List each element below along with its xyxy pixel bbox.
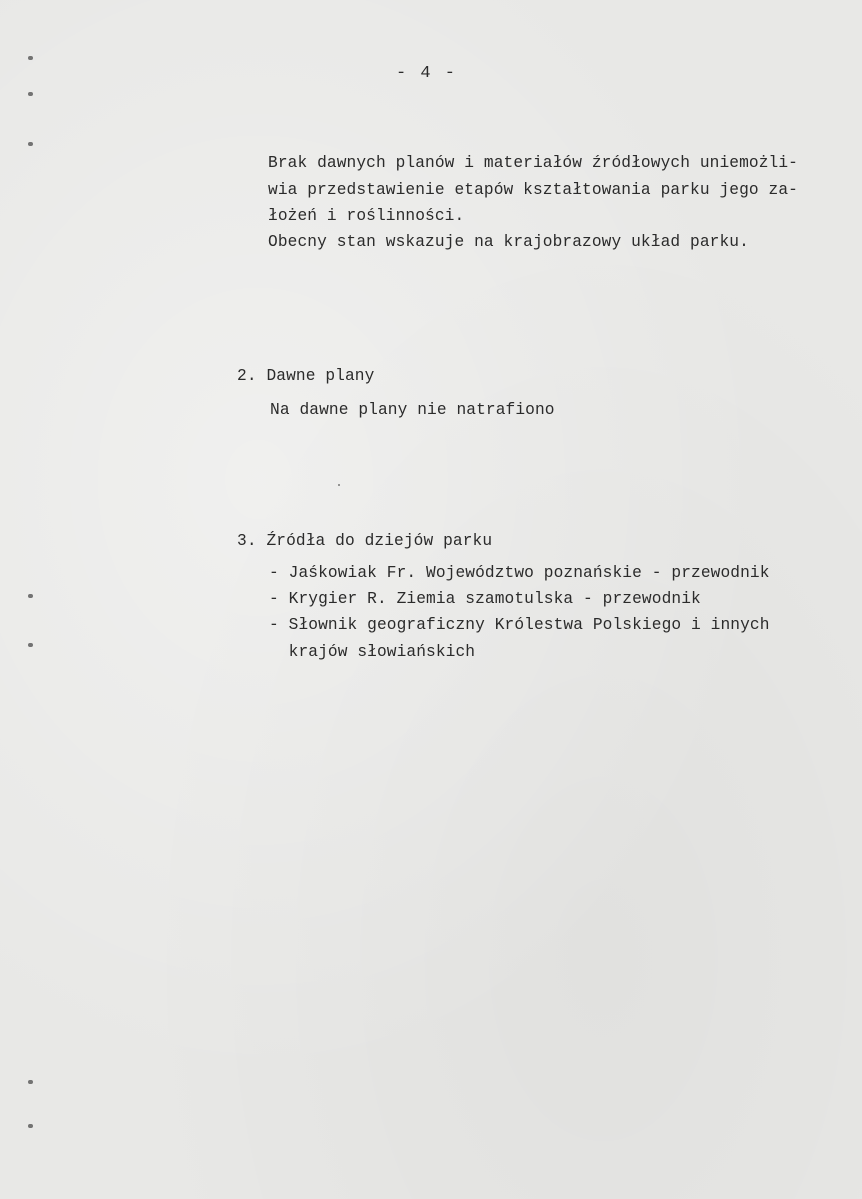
section-2-heading: 2. Dawne plany bbox=[237, 367, 375, 385]
page-number: - 4 - bbox=[396, 64, 458, 83]
intro-line: Obecny stan wskazuje na krajobrazowy układ parku. bbox=[268, 233, 749, 251]
punch-hole-mark bbox=[28, 142, 33, 146]
intro-line: łożeń i roślinności. bbox=[268, 207, 465, 225]
source-list-item: krajów słowiańskich bbox=[269, 643, 476, 661]
source-list-item: - Krygier R. Ziemia szamotulska - przewodnik bbox=[269, 590, 701, 608]
punch-hole-mark bbox=[28, 1124, 33, 1128]
punch-hole-mark bbox=[28, 92, 33, 96]
intro-line: Brak dawnych planów i materiałów źródłowych uniemożli- bbox=[268, 154, 798, 172]
punch-hole-mark bbox=[28, 643, 33, 647]
punch-hole-mark bbox=[28, 594, 33, 598]
paper-speck bbox=[338, 484, 340, 486]
punch-hole-mark bbox=[28, 56, 33, 60]
section-2-body: Na dawne plany nie natrafiono bbox=[270, 401, 555, 419]
punch-hole-mark bbox=[28, 1080, 33, 1084]
source-list-item: - Słownik geograficzny Królestwa Polskiego i innych bbox=[269, 616, 770, 634]
section-3-heading: 3. Źródła do dziejów parku bbox=[237, 532, 493, 550]
source-list-item: - Jaśkowiak Fr. Województwo poznańskie - przewodnik bbox=[269, 564, 770, 582]
intro-line: wia przedstawienie etapów kształtowania parku jego za- bbox=[268, 181, 798, 199]
